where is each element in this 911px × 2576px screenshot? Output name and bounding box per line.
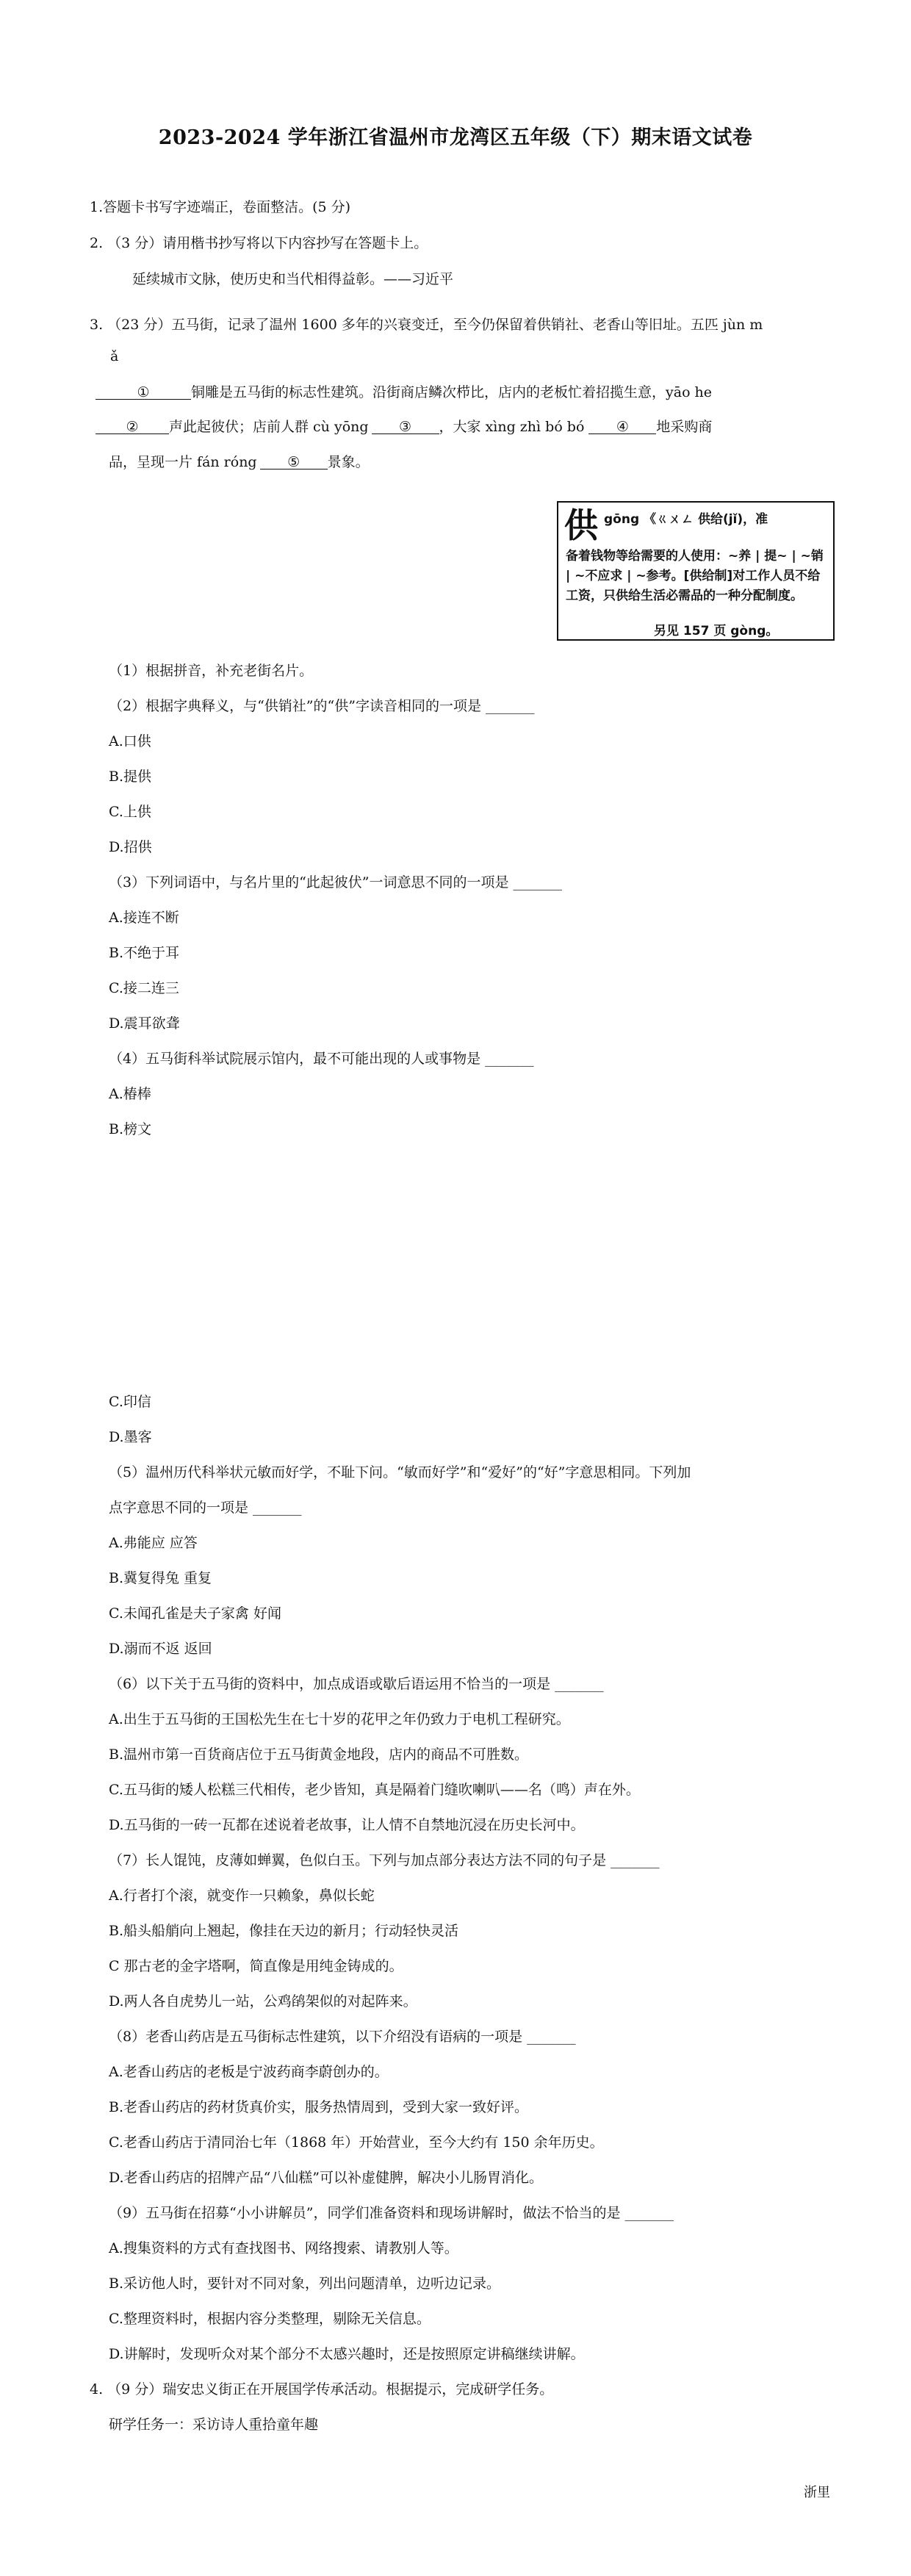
paragraph-text: ，大家 xìng zhì bó bó [439, 419, 585, 435]
option[interactable]: D.讲解时，发现听众对某个部分不太感兴趣时，还是按照原定讲稿继续讲解。 [109, 2346, 585, 2362]
blank-1[interactable]: ① [96, 381, 191, 400]
option[interactable]: C.印信 [109, 1394, 151, 1410]
dictionary-definition: 备着钱物等给需要的人使用：~养 | 提~ | ~销 | ~不应求 | ~参考。[供给制]对工作人员不给工资，只供给生活必需品的一种分配制度。 [566, 549, 824, 603]
paragraph-text: 铜雕是五马街的标志性建筑。沿街商店鳞次栉比，店内的老板忙着招揽生意，yāo he [191, 384, 713, 400]
option[interactable]: B.不绝于耳 [109, 945, 180, 961]
sub-question-9: （9）五马街在招募“小小讲解员”，同学们准备资料和现场讲解时，做法不恰当的是 _______ [109, 2205, 674, 2221]
option[interactable]: D.五马街的一砖一瓦都在述说着老故事，让人情不自禁地沉浸在历史长河中。 [109, 1817, 585, 1833]
sub-question-1: （1）根据拼音，补充老街名片。 [109, 663, 314, 679]
option[interactable]: C.五马街的矮人松糕三代相传，老少皆知，真是隔着门缝吹喇叭——名（鸣）声在外。 [109, 1782, 640, 1798]
question-3-paragraph-line1 [96, 381, 712, 403]
blank-4[interactable]: ④ [588, 416, 656, 434]
sub-question-5-line1: （5）温州历代科举状元敏而好学，不耻下问。“敏而好学”和“爱好”的“好”字意思相同。下列加 [109, 1464, 691, 1481]
sub-question-2: （2）根据字典释义，与“供销社”的“供”字读音相同的一项是 _______ [109, 698, 535, 714]
option[interactable]: C.上供 [109, 804, 151, 820]
question-3-intro-pinyin-tail: ǎ [110, 348, 119, 364]
question-4-task-1: 研学任务一：采访诗人重拾童年趣 [109, 2417, 319, 2433]
blank-2[interactable]: ② [96, 416, 169, 434]
option[interactable]: D.招供 [109, 839, 152, 855]
footer-watermark-text: 浙里 [804, 2485, 830, 2500]
page-title: 2023-2024 学年浙江省温州市龙湾区五年级（下）期末语文试卷 [158, 126, 753, 149]
paragraph-text: 声此起彼伏；店前人群 cù yōng [169, 419, 369, 435]
option[interactable]: A.接连不断 [109, 910, 179, 926]
option[interactable]: B.冀复得兔 重复 [109, 1570, 212, 1586]
option[interactable]: B.提供 [109, 769, 152, 785]
option[interactable]: A.老香山药店的老板是宁波药商李蔚创办的。 [109, 2064, 389, 2080]
option[interactable]: D.墨客 [109, 1429, 152, 1445]
option[interactable]: C.老香山药店于清同治七年（1868 年）开始营业，至今大约有 150 余年历史。 [109, 2134, 604, 2151]
sub-question-6: （6）以下关于五马街的资料中，加点成语或歇后语运用不恰当的一项是 _______ [109, 1676, 604, 1692]
blank-3[interactable]: ③ [372, 416, 439, 434]
dictionary-entry-image [557, 501, 835, 641]
question-2-quote: 延续城市文脉，使历史和当代相得益彰。——习近平 [132, 271, 454, 287]
question-4: 4. （9 分）瑞安忠义街正在开展国学传承活动。根据提示，完成研学任务。 [90, 2381, 554, 2397]
sub-question-4: （4）五马街科举试院展示馆内，最不可能出现的人或事物是 _______ [109, 1051, 534, 1067]
option[interactable]: B.老香山药店的药材货真价实，服务热情周到，受到大家一致好评。 [109, 2099, 529, 2115]
sub-question-7: （7）长人馄饨，皮薄如蝉翼，色似白玉。下列与加点部分表达方法不同的句子是 _______ [109, 1852, 660, 1868]
option[interactable]: C 那古老的金字塔啊，简直像是用纯金铸成的。 [109, 1958, 403, 1974]
option[interactable]: A.行者打个滚，就变作一只赖象，鼻似长蛇 [109, 1888, 375, 1904]
option[interactable]: A.出生于五马街的王国松先生在七十岁的花甲之年仍致力于电机工程研究。 [109, 1711, 570, 1727]
paragraph-text: 品，呈现一片 fán róng [109, 454, 257, 470]
option[interactable]: B.采访他人时，要针对不同对象，列出问题清单，边听边记录。 [109, 2275, 501, 2292]
blank-5[interactable]: ⑤ [260, 451, 328, 469]
option[interactable]: D.老香山药店的招牌产品“八仙糕”可以补虚健脾，解决小儿肠胃消化。 [109, 2170, 544, 2186]
dictionary-see-also: 另见 157 页 gòng。 [654, 624, 779, 638]
paragraph-text: 地采购商 [656, 419, 713, 435]
option[interactable]: D.两人各自虎势儿一站，公鸡鹐架似的对起阵来。 [109, 1993, 417, 2010]
option[interactable]: B.温州市第一百货商店位于五马街黄金地段，店内的商品不可胜数。 [109, 1746, 529, 1763]
paragraph-text: 景象。 [327, 454, 370, 470]
option[interactable]: B.榜文 [109, 1121, 152, 1137]
option[interactable]: B.船头船艄向上翘起，像挂在天边的新月；行动轻快灵活 [109, 1923, 459, 1939]
sub-question-8: （8）老香山药店是五马街标志性建筑，以下介绍没有语病的一项是 _______ [109, 2029, 576, 2045]
option[interactable]: A.弗能应 应答 [109, 1535, 198, 1551]
option[interactable]: C.接二连三 [109, 980, 179, 996]
question-3-intro: 3. （23 分）五马街，记录了温州 1600 多年的兴衰变迁，至今仍保留着供销社、老香山等旧址。五匹 jùn m [90, 317, 763, 333]
option[interactable]: A.口供 [109, 733, 151, 749]
question-3-paragraph-line2 [96, 416, 712, 438]
question-3-paragraph-line3 [109, 451, 370, 473]
dictionary-first-line: gōng 《ㄍㄨㄥ 供给(jǐ)，准 [604, 512, 768, 527]
option[interactable]: A.椿棒 [109, 1086, 151, 1102]
option[interactable]: D.震耳欲聋 [109, 1015, 180, 1032]
sub-question-5-line2: 点字意思不同的一项是 _______ [109, 1500, 302, 1516]
question-2: 2. （3 分）请用楷书抄写将以下内容抄写在答题卡上。 [90, 235, 428, 251]
option[interactable]: C.整理资料时，根据内容分类整理，剔除无关信息。 [109, 2311, 431, 2327]
option[interactable]: A.搜集资料的方式有查找图书、网络搜索、请教别人等。 [109, 2240, 458, 2256]
option[interactable]: C.未闻孔雀是夫子家禽 好闻 [109, 1605, 281, 1622]
option[interactable]: D.溺而不返 返回 [109, 1641, 212, 1657]
question-1: 1.答题卡书写字迹端正，卷面整洁。(5 分) [90, 199, 351, 215]
sub-question-3: （3）下列词语中，与名片里的“此起彼伏”一词意思不同的一项是 _______ [109, 874, 563, 891]
dictionary-character: 供 [564, 506, 598, 545]
